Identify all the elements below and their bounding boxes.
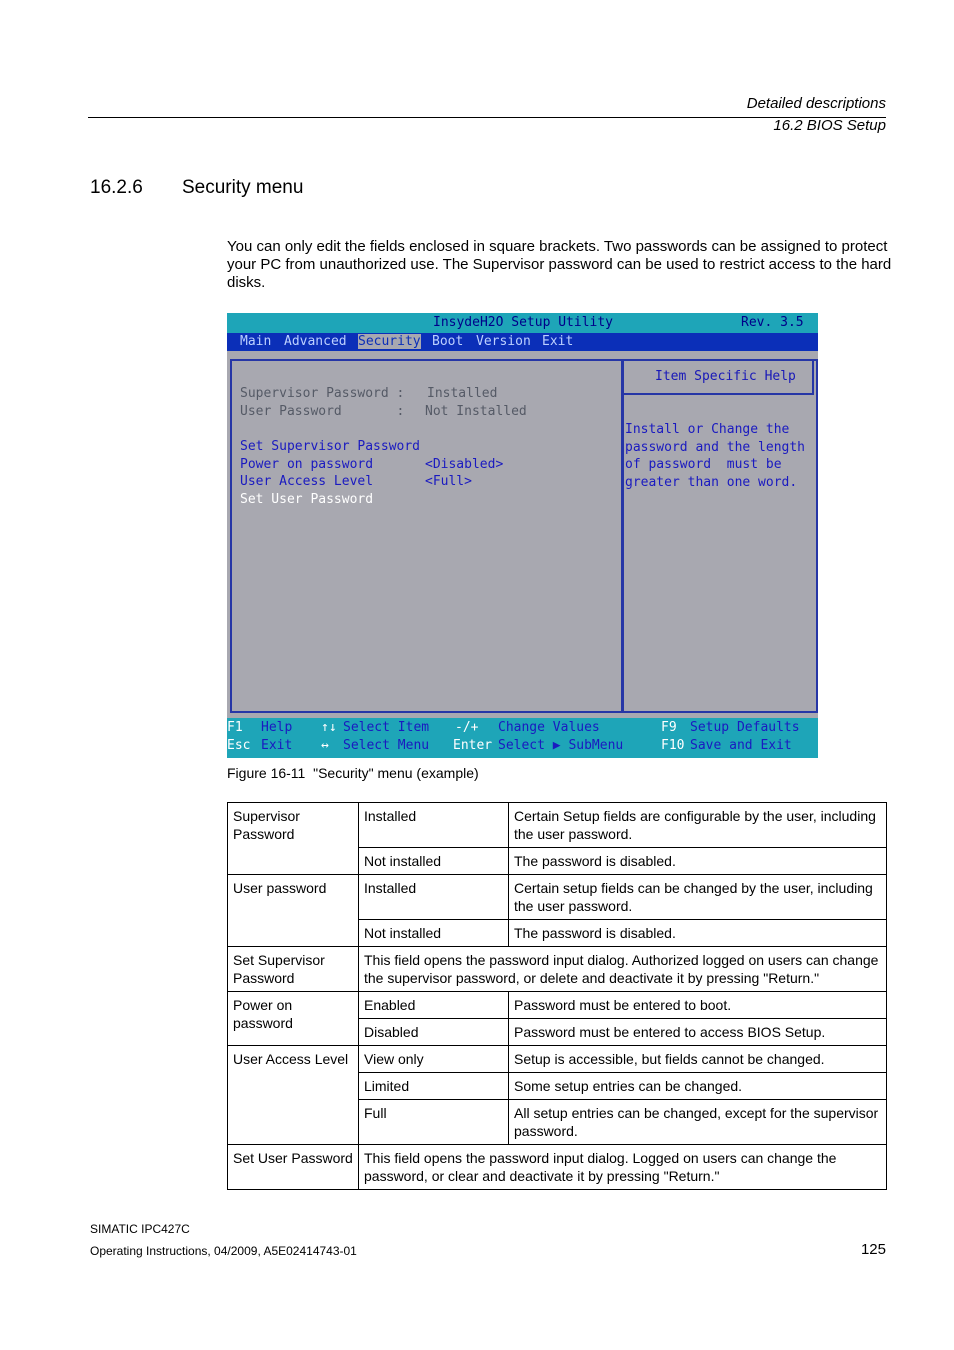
help-title: Item Specific Help xyxy=(655,369,796,384)
bios-revision: Rev. 3.5 xyxy=(741,315,804,330)
help-text: Install or Change the password and the length of password must be greater than one word. xyxy=(625,422,806,490)
option: Not installed xyxy=(359,848,509,875)
section-number: 16.2.6 xyxy=(90,177,143,198)
description: Setup is accessible, but fields cannot be changed. xyxy=(509,1046,887,1073)
option: Installed xyxy=(359,875,509,920)
option: Installed xyxy=(359,803,509,848)
footer-product: SIMATIC IPC427C xyxy=(90,1222,190,1236)
key-plus-minus: -/+ xyxy=(455,720,479,735)
key-up-down-desc: Select Item xyxy=(343,720,430,735)
intro-paragraph: You can only edit the fields enclosed in square brackets. Two passwords can be assigned to protect your PC from unauthorized use. The Supervisor password can be used to restrict access to the hard disks. xyxy=(227,238,892,291)
description: All setup entries can be changed, except for the supervisor password. xyxy=(509,1100,887,1145)
bios-menu-advanced: Advanced xyxy=(284,334,347,349)
key-plus-minus-desc: Change Values xyxy=(498,720,600,735)
description: This field opens the password input dialog. Authorized logged on users can change the supervisor password, or delete and deactivate it by pressing "Return." xyxy=(359,947,887,992)
key-f1-desc: Help xyxy=(261,720,293,735)
option: Disabled xyxy=(359,1019,509,1046)
key-esc-desc: Exit xyxy=(261,738,293,753)
bios-menu-version: Version xyxy=(476,334,531,349)
key-f1: F1 xyxy=(227,720,243,735)
security-options-table xyxy=(227,802,887,1190)
field-name: Supervisor Password xyxy=(228,803,359,875)
key-f9: F9 xyxy=(661,720,677,735)
bios-menu-boot: Boot xyxy=(432,334,464,349)
running-header-section: 16.2 BIOS Setup xyxy=(773,117,886,134)
option: Full xyxy=(359,1100,509,1145)
bios-menu-main: Main xyxy=(240,334,272,349)
user-password-label: User Password : xyxy=(240,404,405,419)
option: View only xyxy=(359,1046,509,1073)
bios-menu-exit: Exit xyxy=(542,334,574,349)
table-row xyxy=(228,875,887,920)
key-f10: F10 xyxy=(661,738,685,753)
description: The password is disabled. xyxy=(509,920,887,947)
help-header xyxy=(623,361,814,395)
description: Certain Setup fields are configurable by the user, including the user password. xyxy=(509,803,887,848)
field-name: User Access Level xyxy=(228,1046,359,1145)
option: Enabled xyxy=(359,992,509,1019)
key-enter-desc: Select ▶ SubMenu xyxy=(498,738,624,753)
description: Certain setup fields can be changed by the user, including the user password. xyxy=(509,875,887,920)
table-row xyxy=(228,1145,887,1190)
bios-menu-security: Security xyxy=(358,334,421,349)
field-name: Set User Password xyxy=(228,1145,359,1190)
bios-main-panel xyxy=(230,359,624,713)
key-enter: Enter xyxy=(453,738,493,753)
description: Password must be entered to access BIOS Setup. xyxy=(509,1019,887,1046)
power-on-password-item: Power on password xyxy=(240,457,374,472)
description: This field opens the password input dialog. Logged on users can change the password, or clear and deactivate it by pressing "Return." xyxy=(359,1145,887,1190)
running-header-chapter: Detailed descriptions xyxy=(746,95,886,112)
key-esc: Esc xyxy=(227,738,251,753)
section-title: Security menu xyxy=(182,177,304,198)
header-rule xyxy=(88,117,886,118)
description: Some setup entries can be changed. xyxy=(509,1073,887,1100)
table-row xyxy=(228,947,887,992)
figure-caption: Figure 16-11 "Security" menu (example) xyxy=(227,765,479,781)
table-row xyxy=(228,992,887,1019)
field-name: User password xyxy=(228,875,359,947)
option: Not installed xyxy=(359,920,509,947)
table-row xyxy=(228,1046,887,1073)
user-access-level-item: User Access Level xyxy=(240,474,374,489)
description: The password is disabled. xyxy=(509,848,887,875)
user-access-level-value: <Full> xyxy=(425,474,472,489)
supervisor-password-label: Supervisor Password : xyxy=(240,386,405,401)
description: Password must be entered to boot. xyxy=(509,992,887,1019)
bios-title: InsydeH2O Setup Utility xyxy=(433,315,614,330)
bios-title-bar xyxy=(227,313,818,333)
set-user-password-item: Set User Password xyxy=(240,492,374,507)
footer-document-id: Operating Instructions, 04/2009, A5E02414743-01 xyxy=(90,1244,357,1258)
bios-screenshot xyxy=(227,313,818,758)
bios-menu-bar xyxy=(227,333,818,351)
user-password-value: Not Installed xyxy=(425,404,527,419)
key-left-right-arrows-icon: ↔ xyxy=(321,738,329,753)
table-row xyxy=(228,803,887,848)
field-name: Power on password xyxy=(228,992,359,1046)
field-name: Set Supervisor Password xyxy=(228,947,359,992)
option: Limited xyxy=(359,1073,509,1100)
bios-key-legend xyxy=(227,718,818,758)
power-on-password-value: <Disabled> xyxy=(425,457,504,472)
key-up-down-arrows-icon: ↑↓ xyxy=(321,720,337,735)
set-supervisor-password-item: Set Supervisor Password xyxy=(240,439,421,454)
supervisor-password-value: Installed xyxy=(427,386,498,401)
page-number: 125 xyxy=(860,1241,886,1258)
key-f9-desc: Setup Defaults xyxy=(690,720,800,735)
bios-help-panel xyxy=(621,359,818,713)
key-f10-desc: Save and Exit xyxy=(690,738,792,753)
key-left-right-desc: Select Menu xyxy=(343,738,430,753)
